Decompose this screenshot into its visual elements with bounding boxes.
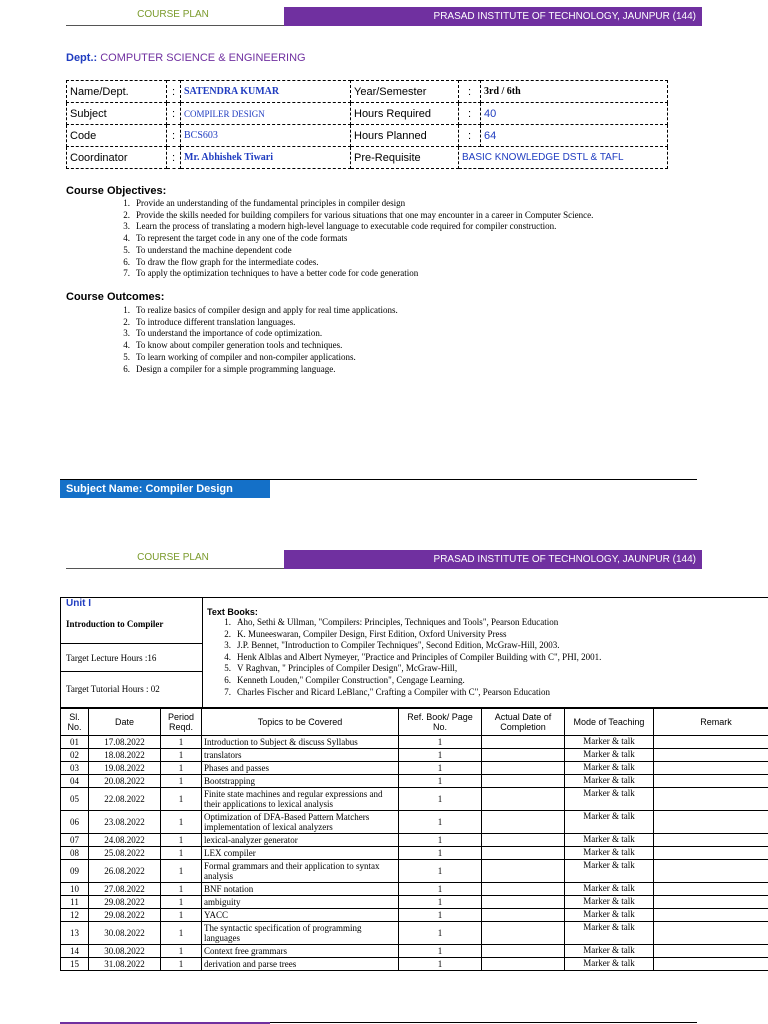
table-cell: Marker & talk (565, 958, 654, 971)
table-cell: 14 (61, 945, 89, 958)
table-cell (482, 909, 565, 922)
table-row (61, 834, 768, 847)
list-number: 5. (123, 244, 130, 255)
colon: : (459, 103, 481, 125)
outcome-item (116, 317, 398, 329)
table-cell: Phases and passes (202, 762, 399, 775)
list-text: Provide an understanding of the fundamental principles in compiler design (136, 198, 406, 208)
text-book-item (217, 640, 601, 652)
table-cell: The syntactic specification of programming languages (202, 922, 399, 945)
hours-required-label: Hours Required (351, 103, 459, 125)
table-row (61, 736, 768, 749)
table-cell: 10 (61, 883, 89, 896)
table-cell: 22.08.2022 (89, 788, 161, 811)
outcome-item (116, 328, 398, 340)
institute-banner: PRASAD INSTITUTE OF TECHNOLOGY, JAUNPUR (144) (284, 550, 702, 569)
table-cell: 1 (161, 896, 202, 909)
list-number: 2. (123, 316, 130, 327)
info-row (67, 125, 668, 147)
table-cell: 09 (61, 860, 89, 883)
table-cell: Marker & talk (565, 883, 654, 896)
table-cell (654, 922, 768, 945)
objective-item (116, 245, 593, 257)
table-row (61, 762, 768, 775)
list-number: 1. (123, 305, 130, 315)
table-cell (654, 775, 768, 788)
table-cell: BNF notation (202, 883, 399, 896)
table-cell: 1 (161, 762, 202, 775)
table-cell: 24.08.2022 (89, 834, 161, 847)
subject-value: COMPILER DESIGN (181, 103, 351, 125)
table-cell: LEX compiler (202, 847, 399, 860)
table-row (61, 958, 768, 971)
text-book-item (217, 687, 601, 699)
hours-planned-value: 64 (481, 125, 668, 147)
list-number: 2. (123, 209, 130, 220)
list-text: To learn working of compiler and non-compiler applications. (136, 351, 356, 362)
outcome-item (116, 340, 398, 352)
table-cell: Marker & talk (565, 749, 654, 762)
list-text: Charles Fischer and Ricard LeBlanc," Crafting a Compiler with C", Pearson Education (237, 686, 551, 697)
lecture-hours: Target Lecture Hours :16 (61, 644, 202, 672)
dept-label: Dept.: (66, 52, 98, 64)
table-cell: Finite state machines and regular expressions and their applications to lexical analysis (202, 788, 399, 811)
list-text: To represent the target code in any one of the code formats (136, 233, 348, 244)
table-cell: 1 (399, 896, 482, 909)
table-cell: 1 (399, 945, 482, 958)
table-cell: Marker & talk (565, 922, 654, 945)
unit-title: Unit I (66, 598, 91, 609)
tutorial-hours: Target Tutorial Hours : 02 (66, 684, 160, 694)
list-number: 3. (123, 328, 130, 339)
table-cell: 1 (161, 847, 202, 860)
list-text: To introduce different translation languages. (136, 316, 296, 327)
list-text: Learn the process of translating a modern high-level language to executable code required for compiler construction. (136, 221, 557, 232)
list-text: To know about compiler generation tools and techniques. (136, 340, 343, 351)
table-cell: 30.08.2022 (89, 922, 161, 945)
table-cell (482, 834, 565, 847)
table-cell: 08 (61, 847, 89, 860)
table-cell: Marker & talk (565, 909, 654, 922)
table-cell (654, 788, 768, 811)
year-value (481, 81, 668, 103)
table-cell: 1 (399, 958, 482, 971)
table-cell (482, 922, 565, 945)
table-cell: 12 (61, 909, 89, 922)
outcome-item (116, 364, 398, 376)
table-row (61, 896, 768, 909)
colon: : (459, 81, 481, 103)
text-book-item (217, 652, 601, 664)
table-cell: Marker & talk (565, 847, 654, 860)
table-cell: 1 (399, 922, 482, 945)
table-cell: 18.08.2022 (89, 749, 161, 762)
outcome-item (116, 352, 398, 364)
table-cell: 1 (161, 945, 202, 958)
list-number: 7. (224, 686, 231, 697)
table-cell (654, 749, 768, 762)
colon: : (167, 81, 181, 103)
table-cell: 29.08.2022 (89, 909, 161, 922)
list-number: 2. (224, 628, 231, 639)
name-label: Name/Dept. (67, 81, 167, 103)
table-cell: 11 (61, 896, 89, 909)
table-cell (482, 896, 565, 909)
code-label: Code (67, 125, 167, 147)
table-cell: 1 (161, 883, 202, 896)
dept-value: COMPUTER SCIENCE & ENGINEERING (100, 52, 306, 64)
table-cell: 1 (399, 749, 482, 762)
table-cell: 1 (399, 860, 482, 883)
institute-banner: PRASAD INSTITUTE OF TECHNOLOGY, JAUNPUR (144) (284, 7, 702, 26)
table-cell (654, 847, 768, 860)
table-cell: lexical-analyzer generator (202, 834, 399, 847)
table-row (61, 883, 768, 896)
table-cell: Formal grammars and their application to syntax analysis (202, 860, 399, 883)
objective-item (116, 198, 593, 210)
table-cell: 27.08.2022 (89, 883, 161, 896)
table-cell: 1 (399, 775, 482, 788)
table-cell: 19.08.2022 (89, 762, 161, 775)
table-cell (654, 736, 768, 749)
table-cell: 25.08.2022 (89, 847, 161, 860)
list-text: To understand the machine dependent code (136, 244, 292, 255)
objective-item (116, 257, 593, 269)
table-cell (654, 958, 768, 971)
table-cell: Context free grammars (202, 945, 399, 958)
prerequisite-label: Pre-Requisite (351, 147, 459, 169)
table-cell: 15 (61, 958, 89, 971)
table-cell: 1 (161, 860, 202, 883)
table-cell: translators (202, 749, 399, 762)
list-number: 1. (224, 617, 231, 627)
table-row (61, 788, 768, 811)
table-cell: YACC (202, 909, 399, 922)
table-cell: Bootstrapping (202, 775, 399, 788)
page-header (66, 7, 702, 26)
table-row (61, 847, 768, 860)
text-book-item (217, 617, 601, 629)
subject-name-banner: Subject Name: Compiler Design (60, 480, 270, 498)
table-row (61, 749, 768, 762)
table-cell: 07 (61, 834, 89, 847)
name-value: SATENDRA KUMAR (181, 81, 351, 103)
table-cell: 03 (61, 762, 89, 775)
list-number: 5. (123, 351, 130, 362)
table-cell: 1 (399, 847, 482, 860)
unit-box (60, 597, 768, 708)
table-cell: 1 (399, 811, 482, 834)
table-cell (482, 736, 565, 749)
list-number: 3. (224, 640, 231, 651)
outcomes-list (116, 305, 398, 375)
table-cell: 1 (161, 811, 202, 834)
table-cell (654, 896, 768, 909)
table-cell: 1 (161, 736, 202, 749)
objective-item (116, 221, 593, 233)
table-cell (654, 834, 768, 847)
table-cell (482, 958, 565, 971)
table-cell (654, 762, 768, 775)
table-row (61, 909, 768, 922)
table-cell (482, 945, 565, 958)
department (66, 52, 306, 64)
table-cell: 29.08.2022 (89, 896, 161, 909)
table-cell: 1 (161, 922, 202, 945)
list-number: 7. (123, 268, 130, 279)
table-cell: Introduction to Subject & discuss Syllabus (202, 736, 399, 749)
table-cell (654, 811, 768, 834)
table-cell: ambiguity (202, 896, 399, 909)
text-book-item (217, 629, 601, 641)
table-cell (482, 749, 565, 762)
text-book-item (217, 675, 601, 687)
subject-label: Subject (67, 103, 167, 125)
table-cell: Marker & talk (565, 860, 654, 883)
list-text: To draw the flow graph for the intermediate codes. (136, 256, 319, 267)
table-cell: 01 (61, 736, 89, 749)
year-value-text: 3rd / 6th (484, 86, 521, 97)
schedule-body (61, 736, 768, 971)
table-row (61, 860, 768, 883)
colon: : (167, 147, 181, 169)
table-cell: 1 (399, 834, 482, 847)
text-books-list (207, 617, 601, 698)
table-cell: Optimization of DFA-Based Pattern Matchers implementation of lexical analyzers (202, 811, 399, 834)
table-cell: 31.08.2022 (89, 958, 161, 971)
list-number: 6. (224, 674, 231, 685)
list-number: 1. (123, 198, 130, 208)
list-number: 4. (123, 340, 130, 351)
page-header-2 (66, 550, 702, 569)
unit-cell (61, 598, 202, 644)
table-cell: Marker & talk (565, 811, 654, 834)
info-row (67, 147, 668, 169)
objectives-title: Course Objectives: (66, 185, 167, 197)
table-cell: 1 (399, 762, 482, 775)
list-number: 6. (123, 363, 130, 374)
schedule-table (60, 708, 768, 971)
list-number: 4. (123, 233, 130, 244)
hours-required-value: 40 (481, 103, 668, 125)
table-cell: 05 (61, 788, 89, 811)
unit-left-column (61, 598, 203, 707)
table-cell: 23.08.2022 (89, 811, 161, 834)
table-cell: 1 (161, 909, 202, 922)
table-cell: 1 (161, 958, 202, 971)
column-header: Period Reqd. (161, 709, 202, 736)
outcome-item (116, 305, 398, 317)
course-plan-label: COURSE PLAN (137, 9, 209, 20)
column-header: Ref. Book/ Page No. (399, 709, 482, 736)
table-cell (654, 909, 768, 922)
hours-planned-label: Hours Planned (351, 125, 459, 147)
objective-item (116, 210, 593, 222)
column-header: Mode of Teaching (565, 709, 654, 736)
table-cell (482, 762, 565, 775)
schedule-header-row (61, 709, 768, 736)
table-cell: 1 (399, 736, 482, 749)
list-text: K. Muneeswaran, Compiler Design, First Edition, Oxford University Press (237, 628, 507, 639)
table-cell: Marker & talk (565, 788, 654, 811)
table-cell: Marker & talk (565, 834, 654, 847)
list-text: J.P. Bennet, "Introduction to Compiler Techniques", Second Edition, McGraw-Hill, 2003. (237, 640, 560, 651)
objective-item (116, 268, 593, 280)
code-value: BCS603 (181, 125, 351, 147)
table-cell: 04 (61, 775, 89, 788)
table-cell: 1 (161, 775, 202, 788)
column-header: Remark (654, 709, 768, 736)
table-cell (482, 860, 565, 883)
list-text: Provide the skills needed for building compilers for various situations that one may encounter in a career in Computer Science. (136, 209, 594, 220)
colon: : (167, 125, 181, 147)
course-plan-label: COURSE PLAN (137, 552, 209, 563)
list-text: To realize basics of compiler design and apply for real time applications. (136, 305, 398, 315)
list-number: 5. (224, 663, 231, 674)
table-cell: Marker & talk (565, 945, 654, 958)
colon: : (459, 125, 481, 147)
info-row (67, 81, 668, 103)
column-header: Topics to be Covered (202, 709, 399, 736)
table-cell (482, 847, 565, 860)
table-cell: Marker & talk (565, 736, 654, 749)
table-cell: Marker & talk (565, 762, 654, 775)
text-books-title: Text Books: (207, 607, 258, 617)
table-cell: 26.08.2022 (89, 860, 161, 883)
table-row (61, 811, 768, 834)
table-cell: 20.08.2022 (89, 775, 161, 788)
table-cell (482, 811, 565, 834)
table-cell: 17.08.2022 (89, 736, 161, 749)
list-text: To apply the optimization techniques to have a better code for code generation (136, 268, 419, 279)
course-info-table (66, 80, 668, 169)
list-text: Aho, Sethi & Ullman, "Compilers: Principles, Techniques and Tools", Pearson Education (237, 617, 559, 627)
list-text: Design a compiler for a simple programming language. (136, 363, 336, 374)
table-cell: 30.08.2022 (89, 945, 161, 958)
prerequisite-value: BASIC KNOWLEDGE DSTL & TAFL (459, 147, 668, 169)
column-header: Sl. No. (61, 709, 89, 736)
list-text: Henk Alblas and Albert Nymeyer, "Practice and Principles of Compiler Building with C", PHI, 2001. (237, 651, 602, 662)
table-cell: 02 (61, 749, 89, 762)
table-cell: Marker & talk (565, 775, 654, 788)
table-cell (482, 883, 565, 896)
year-label: Year/Semester (351, 81, 459, 103)
info-row (67, 103, 668, 125)
table-cell: 1 (399, 883, 482, 896)
table-cell (482, 788, 565, 811)
table-cell: 06 (61, 811, 89, 834)
table-row (61, 775, 768, 788)
list-text: V Raghvan, " Principles of Compiler Design", McGraw-Hill, (237, 663, 458, 674)
table-cell: 1 (399, 909, 482, 922)
table-cell: 1 (161, 834, 202, 847)
list-text: Kenneth Louden," Compiler Construction", Cengage Learning. (237, 674, 465, 685)
table-cell (654, 883, 768, 896)
list-number: 4. (224, 651, 231, 662)
table-cell (654, 860, 768, 883)
table-cell: 13 (61, 922, 89, 945)
list-number: 6. (123, 256, 130, 267)
table-cell: derivation and parse trees (202, 958, 399, 971)
table-cell: 1 (161, 749, 202, 762)
column-header: Actual Date of Completion (482, 709, 565, 736)
text-books (207, 607, 601, 698)
outcomes-title: Course Outcomes: (66, 291, 165, 303)
table-row (61, 945, 768, 958)
table-cell: Marker & talk (565, 896, 654, 909)
column-header: Date (89, 709, 161, 736)
table-cell (482, 775, 565, 788)
objectives-list (116, 198, 593, 280)
text-book-item (217, 663, 601, 675)
coordinator-label: Coordinator (67, 147, 167, 169)
colon: : (167, 103, 181, 125)
table-cell: 1 (161, 788, 202, 811)
table-cell (654, 945, 768, 958)
objective-item (116, 233, 593, 245)
coordinator-value: Mr. Abhishek Tiwari (181, 147, 351, 169)
unit-name: Introduction to Compiler (66, 619, 164, 629)
table-cell: 1 (399, 788, 482, 811)
table-row (61, 922, 768, 945)
list-text: To understand the importance of code optimization. (136, 328, 323, 339)
list-number: 3. (123, 221, 130, 232)
